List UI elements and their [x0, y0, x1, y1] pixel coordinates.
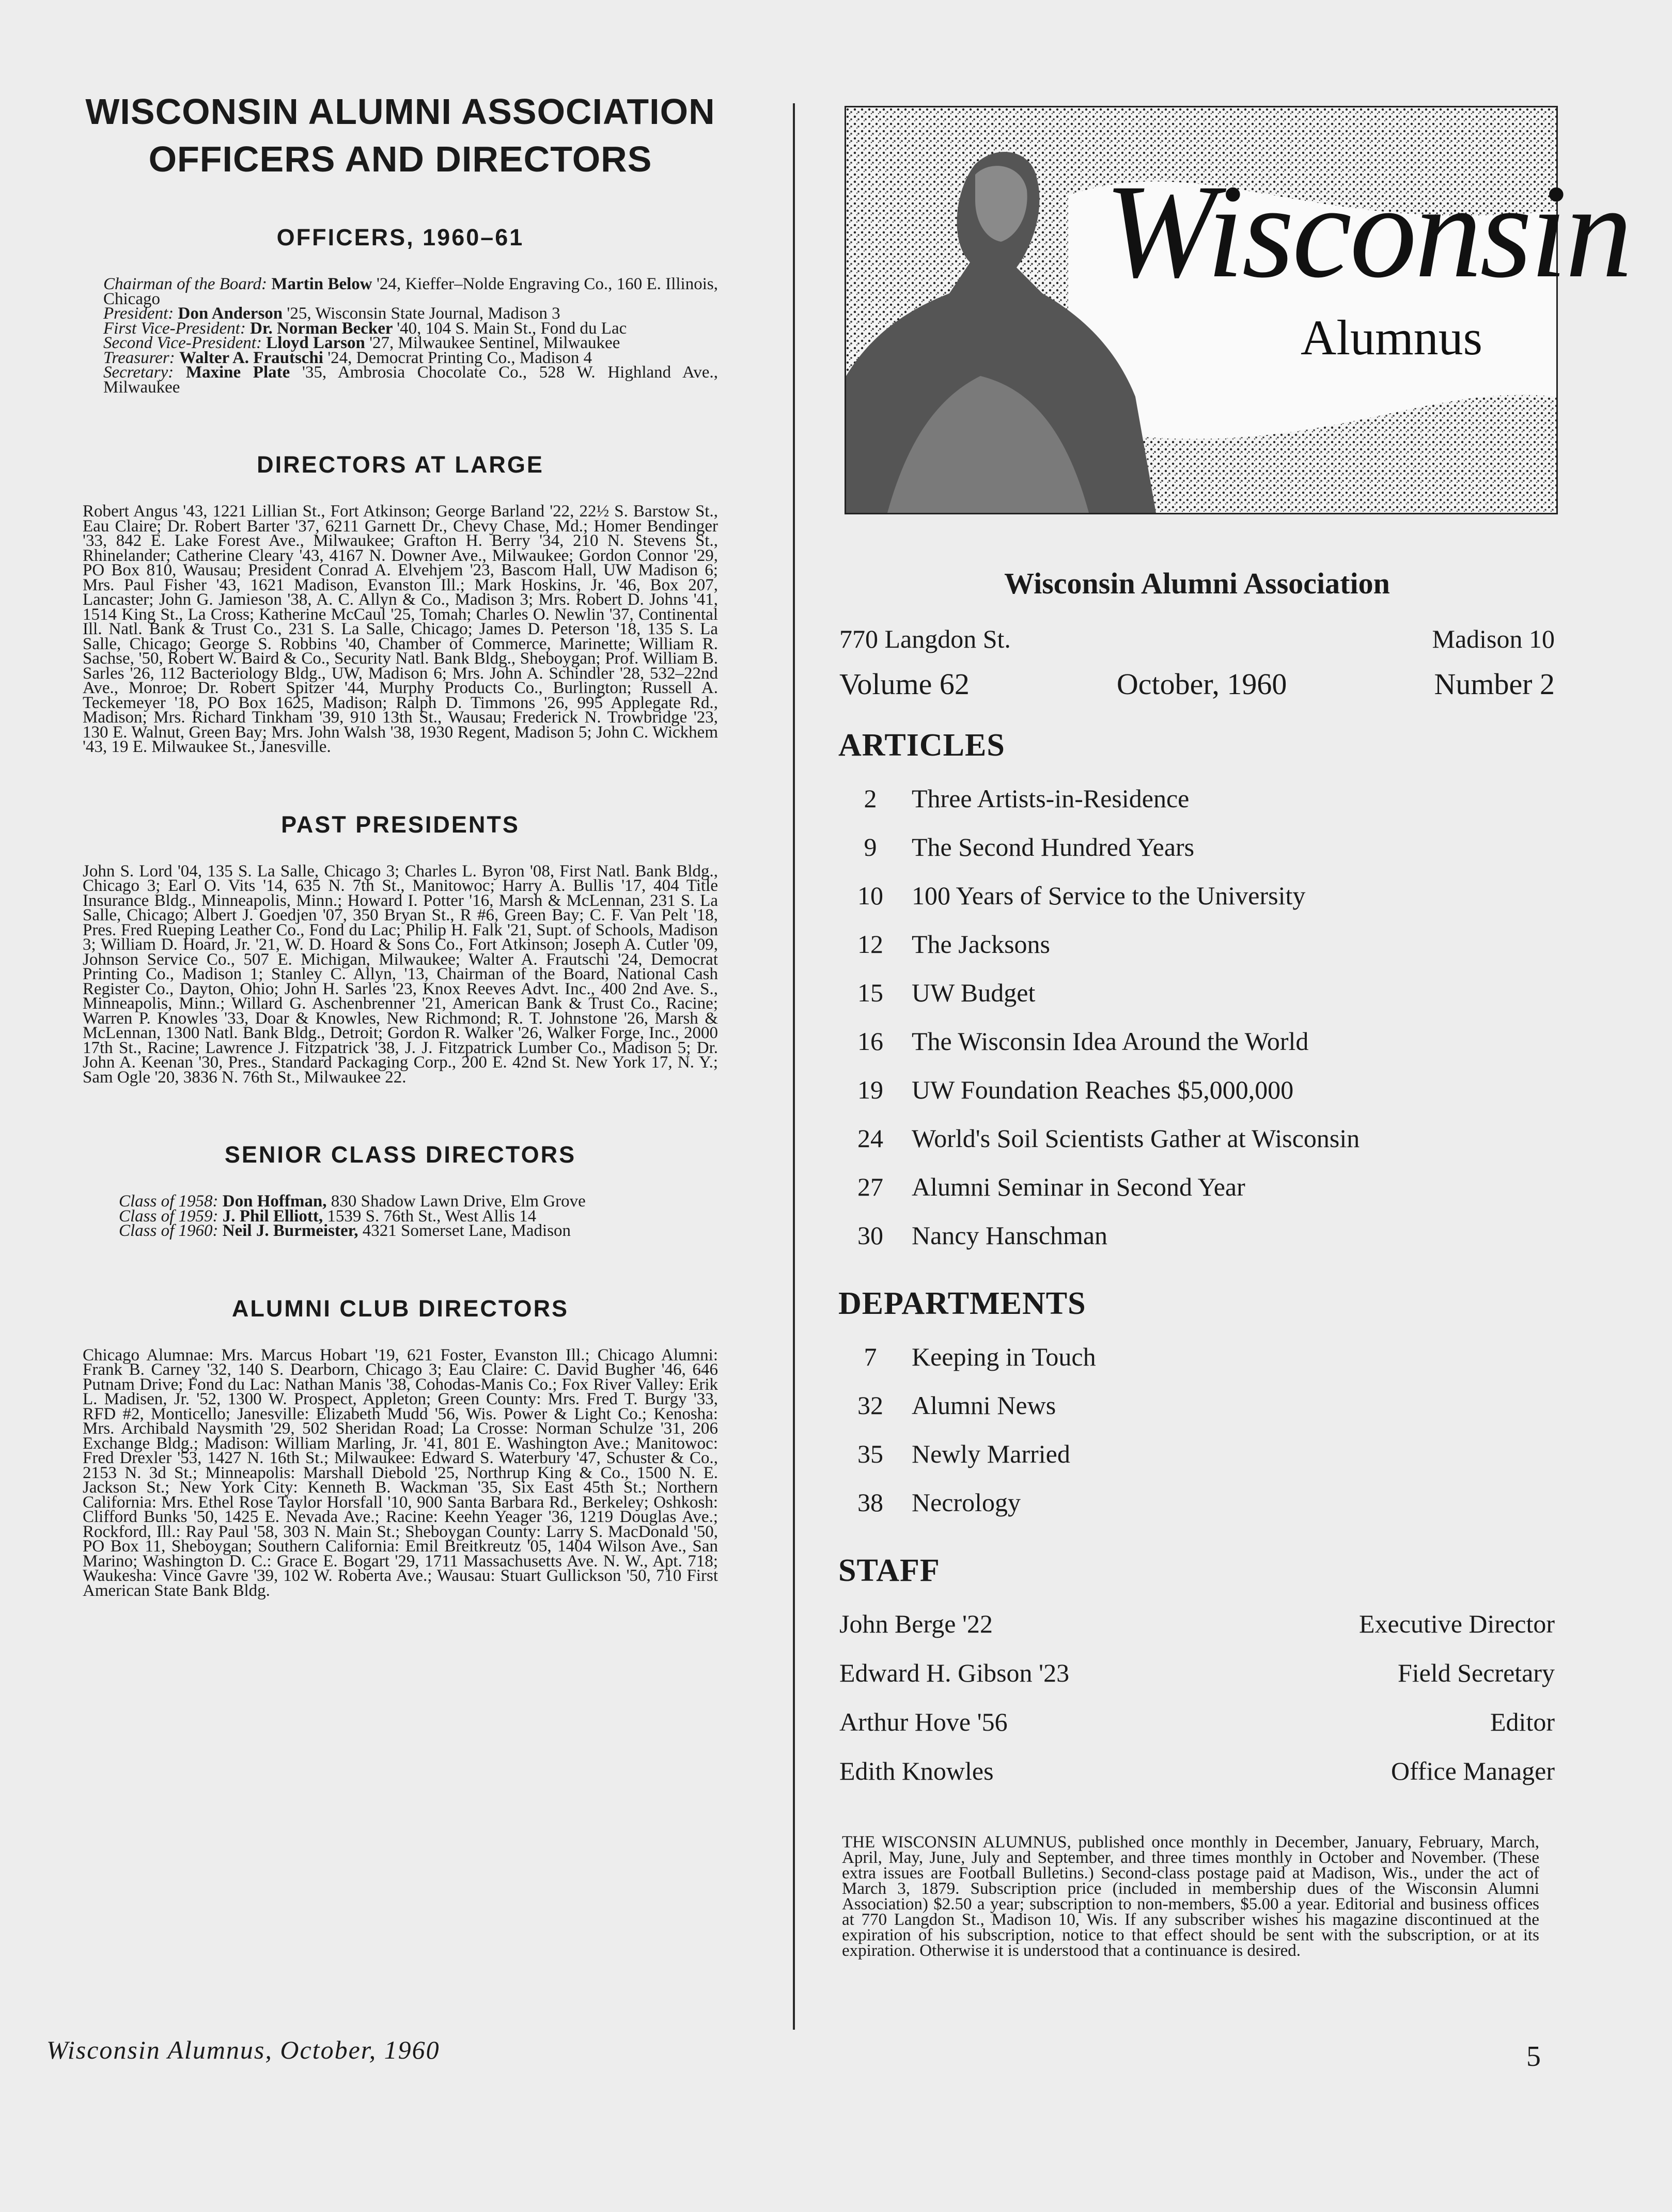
department-item — [839, 1430, 1555, 1478]
officer-details: '24, Democrat Printing Co., Madison 4 — [327, 348, 592, 367]
footer-citation: Wisconsin Alumnus, October, 1960 — [46, 2035, 440, 2064]
staff-role: Field Secretary — [1397, 1658, 1555, 1687]
officers-list — [46, 277, 754, 395]
article-item — [839, 1211, 1555, 1260]
officer-role: Treasurer: — [103, 348, 179, 367]
article-item — [839, 920, 1555, 968]
officer-name: Walter A. Frautschi — [179, 348, 328, 367]
alumni-club-heading: ALUMNI CLUB DIRECTORS — [231, 1295, 569, 1322]
column-divider — [793, 103, 795, 2030]
city: Madison 10 — [1432, 624, 1555, 653]
staff-row — [839, 1599, 1555, 1649]
toc-page-number: 38 — [857, 1488, 883, 1517]
past-presidents-text: John S. Lord '04, 135 S. La Salle, Chicago 3; Charles L. Byron '08, First Natl. Bank Bldg., Chicago 3; Earl O. Vits '14, 635 N. 7th St., Manitowoc; Harry A. Bullis '17, 404 Title Insurance Bldg., Minneapolis, Minn.; Howard I. Potter '16, Marsh & McLennan, 231 S. La Salle, Chicago; Albert J. Goedjen '07, 350 Bryan St., R #6, Green Bay; C. F. Van Pelt '18, Pres. Fred Rueping Leather Co., Fond du Lac; Philip H. Falk '21, Supt. of Schools, Madison 3; William D. Hoard, Jr. '21, W. D. Hoard & Sons Co., Fort Atkinson; Joseph A. Cutler '09, Johnson Service Co., 507 E. Michigan, Milwaukee; Walter A. Frautschi '24, Democrat Printing Co., Madison 1; Stanley C. Allyn, '13, Chairman of the Board, National Cash Register Co., Dayton, Ohio; John H. Sarles '23, Knox Reeves Advt. Inc., 400 2nd Ave. S., Minneapolis, Minn.; Willard G. Aschenbrenner '21, American Bank & Trust Co., Racine; Warren P. Knowles '33, Doar & Knowles, New Richmond; R. T. Johnstone '26, Marsh & McLennan, 1300 Natl. Bank Bldg., Detroit; Gordon R. Walker '26, Walker Forge, Inc., 2000 17th St., Racine; Lawrence J. Fitzpatrick '38, J. J. Fitzpatrick Lumber Co., Madison 5; Dr. John A. Keenan '30, Pres., Standard Packaging Corp., 200 E. 42nd St. New York 17, N. Y.; Sam Ogle '20, 3836 N. 76th St., Milwaukee 22. — [83, 861, 718, 1087]
toc-page-number: 35 — [857, 1439, 883, 1468]
toc-page-number: 12 — [857, 930, 883, 959]
toc-title: Three Artists-in-Residence — [912, 784, 1190, 813]
toc-page-number: 15 — [857, 978, 883, 1007]
articles-heading: ARTICLES — [838, 728, 1005, 763]
toc-page-number: 9 — [864, 833, 877, 861]
address-row — [839, 624, 1555, 654]
right-column — [838, 106, 1631, 1960]
directors-at-large-text: Robert Angus '43, 1221 Lillian St., Fort Atkinson; George Barland '22, 22½ S. Barstow St., Eau Claire; Dr. Robert Barter '37, 6211 Garnett Dr., Chevy Chase, Md.; Homer Bendinger '33, 842 E. Lake Forest Ave., Milwaukee; Grafton H. Berry '34, 210 N. Stevens St., Rhinelander; Catherine Cleary '43, 4167 N. Downer Ave., Milwaukee; Gordon Connor '29, PO Box 810, Wausau; President Conrad A. Elvehjem '23, Bascom Hall, UW Madison 6; Mrs. Paul Fisher '43, 1621 Madison, Evanston Ill.; Mark Hoskins, Jr. '46, Box 207, Lancaster; John G. Jamieson '38, A. C. Allyn & Co., Madison 3; Mrs. Robert D. Johns '41, 1514 King St., La Cross; Katherine McCaul '25, Tomah; Charles O. Newlin '37, Continental Ill. Natl. Bank & Trust Co., 231 S. La Salle, Chicago; James D. Peterson '18, 135 S. La Salle, Chicago; George S. Robbins '40, Chamber of Commerce, Marinette; William R. Sachse, '50, Robert W. Baird & Co., Security Natl. Bank Bldg., Sheboygan; Prof. William B. Sarles '26, 112 Bacteriology Bldg., UW, Madison 6; Mrs. John A. Schindler '28, 532–22nd Ave., Monroe; Dr. Robert Spitzer '44, Murphy Products Co., Burlington; Russell A. Teckemeyer '18, PO Box 1625, Madison; Ralph D. Timmons '26, 995 Applegate Rd., Madison; Mrs. Richard Tinkham '39, 910 13th St., Wausau; Frederick N. Trowbridge '23, 130 E. Walnut, Green Bay; Mrs. John Walsh '38, 1930 Regent, Madison 5; John C. Wickhem '43, 19 E. Milwaukee St., Janesville. — [83, 502, 718, 756]
masthead-subtitle: Alumnus — [1301, 310, 1483, 365]
toc-title: The Jacksons — [912, 930, 1050, 959]
toc-page-number: 30 — [857, 1221, 883, 1250]
articles-list — [839, 774, 1555, 1260]
toc-title: Necrology — [912, 1488, 1021, 1517]
toc-page-number: 24 — [857, 1124, 883, 1153]
departments-heading: DEPARTMENTS — [838, 1286, 1086, 1321]
masthead — [845, 106, 1631, 514]
officer-name: Don Anderson — [178, 304, 287, 323]
toc-title: Keeping in Touch — [912, 1342, 1096, 1371]
officer-details: '40, 104 S. Main St., Fond du Lac — [397, 319, 627, 338]
toc-page-number: 2 — [864, 784, 877, 813]
officers-heading: OFFICERS, 1960–61 — [276, 224, 524, 250]
article-item — [839, 774, 1555, 823]
officer-role: Second Vice-President: — [103, 334, 267, 352]
issue-row — [839, 667, 1555, 701]
senior-class-list — [46, 1194, 754, 1238]
page-number: 5 — [1526, 2041, 1541, 2073]
staff-name: John Berge '22 — [839, 1609, 993, 1638]
officer-name: Lloyd Larson — [266, 334, 370, 352]
senior-class-line — [83, 1223, 718, 1238]
toc-title: The Second Hundred Years — [912, 833, 1195, 861]
class-director-name: J. Phil Elliott, — [222, 1206, 327, 1226]
article-item — [839, 1065, 1555, 1114]
issue-number: Number 2 — [1434, 667, 1555, 701]
officer-details: '27, Milwaukee Sentinel, Milwaukee — [369, 334, 620, 352]
department-item — [839, 1381, 1555, 1430]
departments-list — [839, 1332, 1555, 1527]
staff-role: Editor — [1490, 1707, 1555, 1736]
staff-row — [839, 1747, 1555, 1796]
article-item — [839, 1163, 1555, 1211]
department-item — [839, 1478, 1555, 1527]
toc-title: Alumni News — [912, 1391, 1056, 1420]
toc-page-number: 10 — [857, 881, 883, 910]
class-year: Class of 1960: — [119, 1221, 223, 1240]
class-director-name: Don Hoffman, — [222, 1192, 331, 1211]
toc-title: UW Foundation Reaches $5,000,000 — [912, 1075, 1294, 1104]
toc-page-number: 7 — [864, 1342, 877, 1371]
officer-details: '25, Wisconsin State Journal, Madison 3 — [287, 304, 560, 323]
officer-name: Maxine Plate — [185, 363, 302, 382]
officer-details: '35, Ambrosia Chocolate Co., 528 W. Highland Ave., Milwaukee — [103, 363, 718, 397]
staff-role: Executive Director — [1359, 1609, 1555, 1638]
left-column — [46, 88, 754, 1655]
senior-class-heading: SENIOR CLASS DIRECTORS — [224, 1141, 576, 1168]
officer-name: Martin Below — [271, 275, 377, 293]
association-name: Wisconsin Alumni Association — [1004, 567, 1390, 600]
article-item — [839, 823, 1555, 871]
staff-role: Office Manager — [1391, 1756, 1555, 1785]
article-item — [839, 871, 1555, 920]
toc-title: The Wisconsin Idea Around the World — [912, 1027, 1309, 1056]
officer-line — [83, 277, 718, 306]
staff-name: Edith Knowles — [839, 1756, 994, 1785]
officer-line — [83, 365, 718, 395]
toc-title: Alumni Seminar in Second Year — [912, 1172, 1245, 1201]
volume: Volume 62 — [839, 667, 970, 701]
staff-row — [839, 1698, 1555, 1747]
staff-list — [839, 1599, 1555, 1796]
class-director-address: 4321 Somerset Lane, Madison — [362, 1221, 571, 1240]
staff-name: Edward H. Gibson '23 — [839, 1658, 1070, 1687]
toc-title: Newly Married — [912, 1439, 1070, 1468]
article-item — [839, 968, 1555, 1017]
issue-date: October, 1960 — [1116, 667, 1287, 701]
officer-name: Dr. Norman Becker — [250, 319, 397, 338]
toc-page-number: 19 — [857, 1075, 883, 1104]
class-director-name: Neil J. Burmeister, — [222, 1221, 363, 1240]
toc-page-number: 32 — [857, 1391, 883, 1420]
class-year: Class of 1959: — [119, 1206, 223, 1226]
department-item — [839, 1332, 1555, 1381]
officer-role: Secretary: — [103, 363, 186, 382]
class-director-address: 830 Shadow Lawn Drive, Elm Grove — [331, 1192, 586, 1211]
article-item — [839, 1114, 1555, 1163]
toc-title: UW Budget — [912, 978, 1036, 1007]
class-year: Class of 1958: — [119, 1192, 223, 1211]
toc-title: World's Soil Scientists Gather at Wisconsin — [912, 1124, 1360, 1153]
staff-row — [839, 1649, 1555, 1698]
past-presidents-heading: PAST PRESIDENTS — [281, 811, 520, 838]
officer-role: President: — [103, 304, 178, 323]
staff-heading: STAFF — [838, 1553, 940, 1588]
toc-page-number: 27 — [857, 1172, 883, 1201]
officer-role: Chairman of the Board: — [103, 275, 272, 293]
toc-title: 100 Years of Service to the University — [912, 881, 1306, 910]
alumni-club-text: Chicago Alumnae: Mrs. Marcus Hobart '19, 621 Foster, Evanston Ill.; Chicago Alumni: Frank B. Carney '32, 140 S. Dearborn, Chicago 3; Eau Claire: C. David Bugher '46, 646 Putnam Drive; Fond du Lac: Nathan Manis '38, Cohodas-Manis Co.; Fox River Valley: Erik L. Madisen, Jr. '52, 1300 W. Prospect, Appleton; Green County: Mrs. Fred T. Burgy '33, RFD #2, Monticello; Janesville: Elizabeth Mudd '56, Wis. Power & Light Co.; Kenosha: Mrs. Archibald Naysmith '29, 502 Sheridan Road; La Crosse: Norman Schulze '31, 206 Exchange Bldg.; Madison: William Marling, Jr. '41, 801 E. Washington Ave.; Manitowoc: Fred Drexler '53, 1427 N. 16th St.; Milwaukee: Edward S. Waterbury '47, Schuster & Co., 2153 N. 3d St.; Minneapolis: Marshall Diebold '25, Northrup King & Co., 1500 N. E. Jackson St.; New York City: Kenneth B. Wackman '35, Six East 45th St.; Northern California: Mrs. Ethel Rose Taylor Horsfall '10, 900 Santa Barbara Rd., Berkeley; Oshkosh: Clifford Bunks '50, 1425 E. Nevada Ave.; Racine: Keehn Yeager '36, 1219 Douglas Ave.; Rockford, Ill.: Ray Paul '58, 303 N. Main St.; Sheboygan County: Larry S. MacDonald '50, PO Box 11, Sheboygan; Southern California: Emil Breitkreutz '05, 1404 Wilson Ave., San Marino; Washington D. C.: Grace E. Bogart '29, 1711 Massachusetts Ave. N. W., Apt. 718; Waukesha: Vince Gavre '39, 102 W. Roberta Ave.; Wausau: Stuart Gullickson '50, 710 First American State Bank Bldg. — [83, 1345, 718, 1600]
address: 770 Langdon St. — [839, 624, 1011, 653]
publication-note: THE WISCONSIN ALUMNUS, published once monthly in December, January, February, March, April, May, June, July and September, and three times monthly in October and November. (These extra issues are Football Bulletins.) Second-class postage paid at Madison, Wis., under the act of March 3, 1879. Subscription price (included in membership dues of the Wisconsin Alumni Association) $2.50 a year; subscription to non-members, $5.00 a year. Editorial and business offices at 770 Langdon St., Madison 10, Wis. If any subscriber wishes his magazine discontinued at the expiration of his subscription, notice to that effect should be sent with the subscription, or at its expiration. Otherwise it is understood that a continuance is desired. — [842, 1833, 1539, 1960]
directors-at-large-heading: DIRECTORS AT LARGE — [257, 451, 544, 478]
toc-page-number: 16 — [857, 1027, 883, 1056]
staff-name: Arthur Hove '56 — [839, 1707, 1008, 1736]
article-item — [839, 1017, 1555, 1065]
officer-role: First Vice-President: — [103, 319, 251, 338]
toc-title: Nancy Hanschman — [912, 1221, 1108, 1250]
masthead-title: Wisconsin — [1104, 157, 1631, 306]
page-title: WISCONSIN ALUMNI ASSOCIATION OFFICERS AND DIRECTORS — [85, 91, 715, 179]
class-director-address: 1539 S. 76th St., West Allis 14 — [327, 1206, 537, 1226]
officer-details: '24, Kieffer–Nolde Engraving Co., 160 E. Illinois, Chicago — [103, 275, 718, 308]
